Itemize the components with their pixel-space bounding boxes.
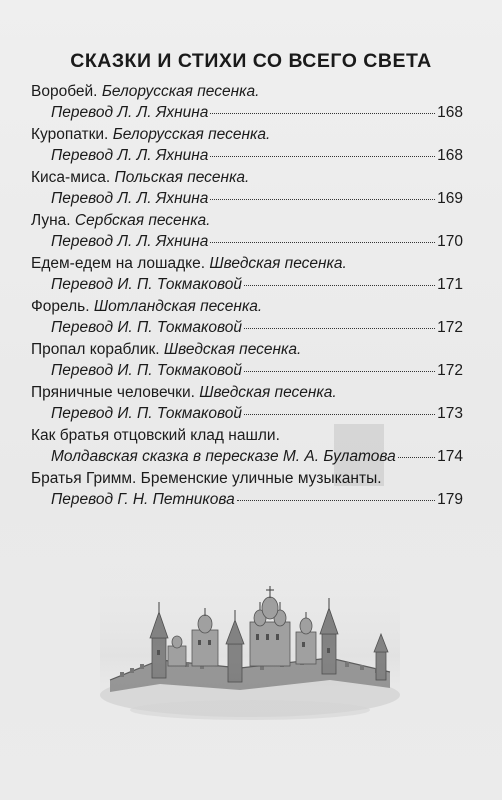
toc-entry xyxy=(31,167,463,209)
entry-page: 170 xyxy=(437,233,463,250)
toc-entry xyxy=(31,382,463,424)
entry-page: 179 xyxy=(437,491,463,508)
entry-title: Как братья отцовский клад нашли. xyxy=(31,427,280,444)
dot-leader xyxy=(244,371,435,372)
entry-subtitle: Польская песенка. xyxy=(114,169,250,186)
entry-translator: Перевод И. П. Токмаковой xyxy=(51,362,242,379)
entry-page: 172 xyxy=(437,362,463,379)
entry-title: Братья Гримм. Бременские уличные музыканты. xyxy=(31,470,382,487)
entry-page: 169 xyxy=(437,190,463,207)
entry-page: 168 xyxy=(437,104,463,121)
entry-subtitle: Шведская песенка. xyxy=(199,384,337,401)
entry-translator: Перевод Л. Л. Яхнина xyxy=(51,190,209,207)
entry-subtitle: Белорусская песенка. xyxy=(112,126,271,143)
dot-leader xyxy=(210,113,435,114)
entry-title: Пряничные человечки. xyxy=(31,384,195,401)
dot-leader xyxy=(244,285,435,286)
dot-leader xyxy=(244,414,435,415)
toc-entry xyxy=(31,81,463,123)
page-title: СКАЗКИ И СТИХИ СО ВСЕГО СВЕТА xyxy=(70,50,432,72)
table-of-contents xyxy=(31,81,463,511)
entry-title: Луна. xyxy=(31,212,71,229)
toc-entry xyxy=(31,296,463,338)
entry-subtitle: Шведская песенка. xyxy=(209,255,347,272)
bleed-through-mark xyxy=(330,420,390,490)
dot-leader xyxy=(244,328,435,329)
entry-subtitle: Сербская песенка. xyxy=(74,212,211,229)
toc-entry xyxy=(31,124,463,166)
entry-translator: Перевод И. П. Токмаковой xyxy=(51,405,242,422)
dot-leader xyxy=(398,457,435,458)
kremlin-castle-illustration xyxy=(100,560,400,720)
entry-title: Едем-едем на лошадке. xyxy=(31,255,206,272)
entry-page: 174 xyxy=(437,448,463,465)
toc-entry xyxy=(31,425,463,467)
entry-title: Пропал кораблик. xyxy=(31,341,160,358)
toc-entry xyxy=(31,210,463,252)
dot-leader xyxy=(210,156,435,157)
toc-entry xyxy=(31,339,463,381)
entry-translator: Молдавская сказка в пересказе М. А. Булатова xyxy=(51,448,396,465)
entry-subtitle: Шотландская песенка. xyxy=(93,298,263,315)
entry-page: 173 xyxy=(437,405,463,422)
entry-title: Куропатки. xyxy=(31,126,109,143)
dot-leader xyxy=(210,199,435,200)
toc-entry xyxy=(31,468,463,510)
toc-entry xyxy=(31,253,463,295)
entry-translator: Перевод И. П. Токмаковой xyxy=(51,319,242,336)
entry-translator: Перевод Г. Н. Петникова xyxy=(51,491,235,508)
entry-title: Киса-миса. xyxy=(31,169,111,186)
entry-translator: Перевод И. П. Токмаковой xyxy=(51,276,242,293)
entry-subtitle: Шведская песенка. xyxy=(163,341,302,358)
entry-subtitle: Белорусская песенка. xyxy=(101,83,260,100)
entry-translator: Перевод Л. Л. Яхнина xyxy=(51,147,209,164)
entry-translator: Перевод Л. Л. Яхнина xyxy=(51,104,209,121)
entry-title: Воробей. xyxy=(31,83,98,100)
entry-title: Форель. xyxy=(31,298,90,315)
entry-page: 168 xyxy=(437,147,463,164)
entry-translator: Перевод Л. Л. Яхнина xyxy=(51,233,209,250)
dot-leader xyxy=(237,500,435,501)
entry-page: 171 xyxy=(437,276,463,293)
entry-page: 172 xyxy=(437,319,463,336)
dot-leader xyxy=(210,242,435,243)
